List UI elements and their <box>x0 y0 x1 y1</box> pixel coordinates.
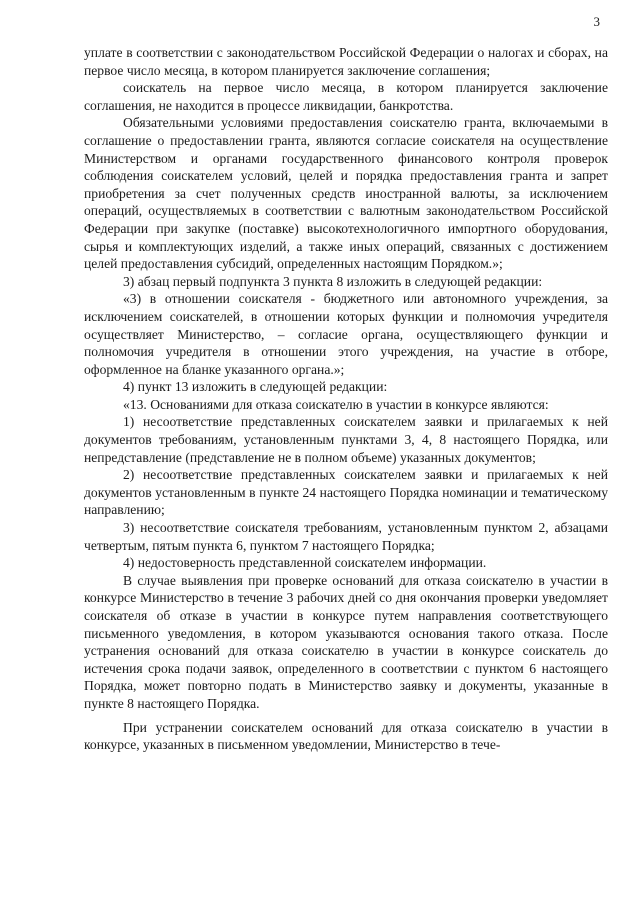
paragraph: соискатель на первое число месяца, в котором планируется заключение соглашения, не находится в процессе ликвидации, банкротства. <box>84 80 608 113</box>
paragraph: уплате в соответствии с законодательством Российской Федерации о налогах и сборах, на первое число месяца, в котором планируется заключение соглашения; <box>84 45 608 78</box>
paragraph: 1) несоответствие представленных соискателем заявки и прилагаемых к ней документов требованиям, установленным пунктами 3, 4, 8 настоящего Порядка, или непредставление (представление не в полном объеме) указанных документов; <box>84 414 608 465</box>
document-body <box>84 44 608 754</box>
paragraph: Обязательными условиями предоставления соискателю гранта, включаемыми в соглашение о предоставлении гранта, являются согласие соискателя на осуществление Министерством и органами государственного финансового контроля проверок соблюдения соискателем условий, целей и порядка предоставления гранта и запрет приобретения за счет полученных средств иностранной валюты, за исключением операций, осуществляемых в соответствии с валютным законодательством Российской Федерации при закупке (поставке) высокотехнологичного импортного оборудования, сырья и комплектующих изделий, а также иных операций, связанных с достижением целей предоставления субсидий, определенных настоящим Порядком.»; <box>84 115 608 272</box>
paragraph: В случае выявления при проверке оснований для отказа соискателю в участии в конкурсе Министерство в течение 3 рабочих дней со дня окончания проверки уведомляет соискателя об отказе в участии в конкурсе путем направления соответствующего письменного уведомления, в котором указываются основания такого отказа. После устранения оснований для отказа соискателю в участии в конкурсе соискатель до истечения срока подачи заявок, определенного в соответствии с пунктом 6 настоящего Порядка, может повторно подать в Министерство заявку и документы, указанные в пункте 8 настоящего Порядка. <box>84 572 608 711</box>
paragraph: При устранении соискателем оснований для отказа соискателю в участии в конкурсе, указанных в письменном уведомлении, Министерство в тече- <box>84 719 608 753</box>
paragraph: 4) недостоверность представленной соискателем информации. <box>123 555 487 571</box>
paragraph: 3) несоответствие соискателя требованиям, установленным пунктом 2, абзацами четвертым, пятым пункта 6, пунктом 7 настоящего Порядка; <box>84 520 608 553</box>
paragraph: 2) несоответствие представленных соискателем заявки и прилагаемых к ней документов установленным в пункте 24 настоящего Порядка номинации и тематическому направлению; <box>84 467 608 518</box>
paragraph: «3) в отношении соискателя - бюджетного или автономного учреждения, за исключением соискателей, в отношении которых функции и полномочия учредителя осуществляет Министерство, – согласие органа, осуществляющего функции и полномочия учредителя в отношении этого учреждения, на участие в отборе, оформленное на бланке указанного органа.»; <box>84 291 608 377</box>
page-number: 3 <box>593 14 600 29</box>
paragraph: 3) абзац первый подпункта 3 пункта 8 изложить в следующей редакции: <box>123 273 543 289</box>
paragraph: «13. Основаниями для отказа соискателю в участии в конкурсе являются: <box>123 396 549 412</box>
paragraph: 4) пункт 13 изложить в следующей редакции: <box>123 379 388 395</box>
